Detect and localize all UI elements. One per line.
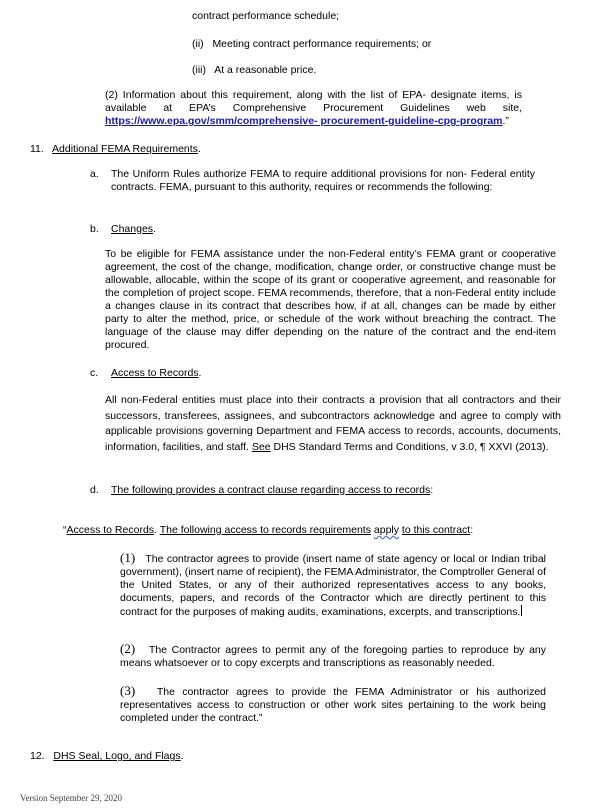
access-records-text: All non-Federal entities must place into their contracts a provision that all contractors and their successors, transferees, assignees, and subcontractors acknowledge and agree to comply with applicable provisions governing Department and FEMA access to records, accounts, documents, information, facilities, and staff. [105,394,561,453]
clause-title-dot: . [154,524,157,536]
clause-p1-number: (1) [120,550,136,565]
item-d-end: : [430,484,434,496]
item-d-heading [111,484,433,496]
clause-paragraph-3 [120,684,546,725]
clause-open-quote: “ [63,524,67,536]
changes-paragraph: To be eligible for FEMA assistance under the non-Federal entity’s FEMA grant or cooperative agreement, the cost of the change, modification, change order, or constructive change must be allowable, allocable, within the scope of its grant or cooperative agreement, and reasonable for the completion of project scope. FEMA recommends, therefore, that a non-Federal entity include a changes clause in its contract that describes how, if at all, changes can be made by either party to alter the method, price, or schedule of the work without breaching the contract. The language of the clause may differ depending on the nature of the contract and the end-item procured. [105,248,556,351]
section-12-title: DHS Seal, Logo, and Flags [53,750,181,762]
section-11-title-end: . [197,143,201,155]
item-b-heading [111,223,156,235]
item-c-letter: c. [90,367,99,379]
item-iii-number: (iii) [192,64,206,76]
section-11-heading [30,143,201,155]
item-a-letter: a. [90,168,99,180]
epa-paragraph-text: (2) Information about this requirement, along with the list of EPA- designate items, is available at EPA’s Comprehensive Procurement Guidelines web site, [105,89,522,114]
item-d-letter: d. [90,484,99,496]
item-iii-text: At a reasonable price. [214,64,317,76]
continuation-line: contract performance schedule; [192,10,340,22]
item-c-title: Access to Records [111,367,199,379]
item-iii [192,64,316,76]
clause-p2-number: (2) [120,641,136,656]
clause-paragraph-1 [120,551,546,619]
clause-title: Access to Records [66,524,155,536]
clause-p1-text: The contractor agrees to provide (insert name of state agency or local or Indian tribal government), (insert name of recipient), the FEMA Administrator, the Comptroller General of the United States, or any of their authorized representatives access to any books, documents, papers, and records of the Contractor which are directly pertinent to this contract for the purposes of making audits, examinations, excerpts, and transcriptions. [120,553,547,618]
item-a-text: The Uniform Rules authorize FEMA to require additional provisions for non- Federal entity contracts. FEMA, pursuant to this authority, requires or recommends the following: [111,168,535,193]
section-12-title-end: . [180,750,184,762]
clause-intro-a: The following access to records requirements [159,524,371,536]
clause-p3-number: (3) [120,683,136,698]
clause-p3-text: The contractor agrees to provide the FEMA Administrator or his authorized representatives access to construction or other work sites pertaining to the work being completed under the contract.” [120,686,546,724]
section-11-title: Additional FEMA Requirements [52,143,198,155]
section-11-number: 11. [30,143,44,155]
epa-cpg-link[interactable]: https://www.epa.gov/smm/comprehensive- procurement-guideline-cpg-program [105,115,503,127]
item-d-text: The following provides a contract clause regarding access to records [111,484,431,496]
item-c-heading [111,367,201,379]
text-cursor [521,605,522,616]
footer-version: Version September 29, 2020 [20,793,122,803]
item-b-letter: b. [90,223,99,235]
epa-paragraph-close: .” [502,115,509,127]
see-reference: See [251,440,271,453]
item-ii-number: (ii) [192,38,204,50]
clause-paragraph-2 [120,642,546,670]
item-ii-text: Meeting contract performance requirements; or [212,38,432,50]
epa-paragraph [105,89,522,128]
clause-p2-text: The Contractor agrees to permit any of the foregoing parties to reproduce by any means whatsoever or to copy excerpts and transcriptions as reasonably needed. [120,644,546,669]
clause-intro-end: : [470,524,474,536]
item-ii [192,38,431,50]
item-b-title-end: . [153,223,156,235]
clause-intro-apply: apply [373,524,399,536]
section-12-number: 12. [30,750,45,762]
access-records-paragraph [105,393,561,455]
item-c-title-end: . [198,367,202,379]
section-12-heading [30,750,184,762]
item-b-title: Changes [111,223,154,235]
clause-intro-b: to this contract [401,524,471,536]
clause-intro [63,524,473,536]
access-records-citation: DHS Standard Terms and Conditions, v 3.0, ¶ XXVI (2013). [273,440,549,453]
